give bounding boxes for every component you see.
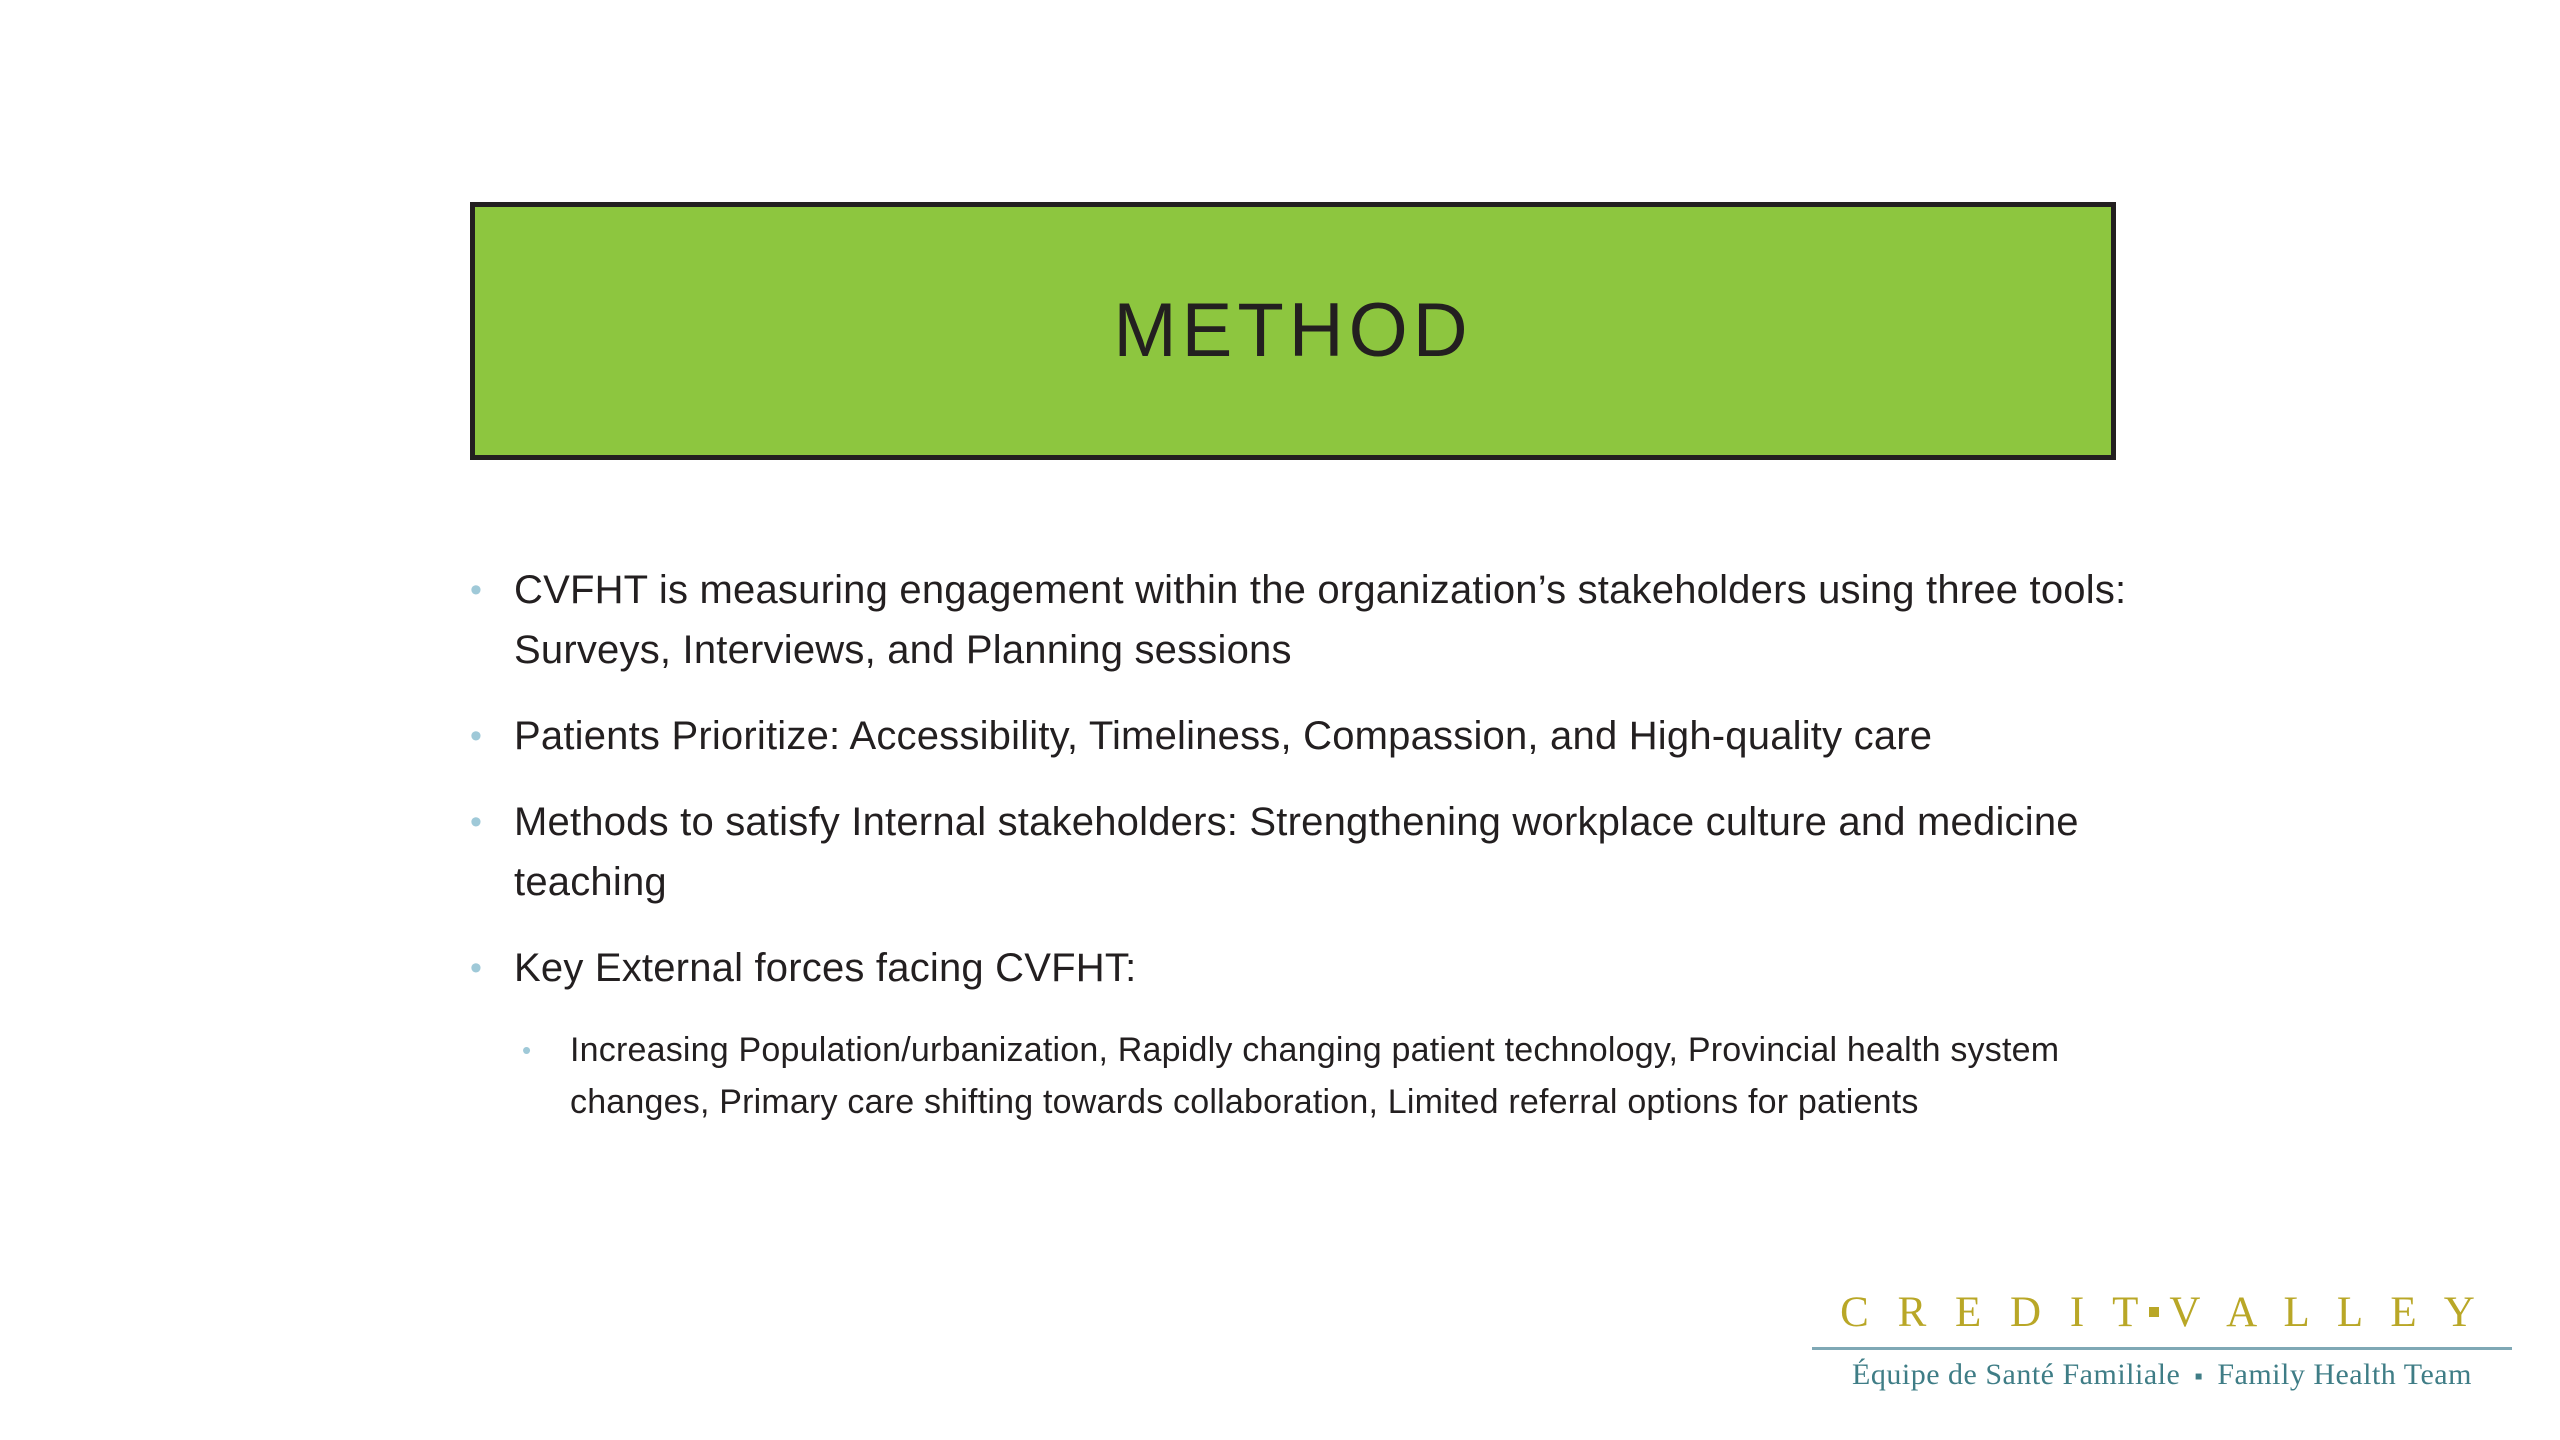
sub-list-item — [522, 1024, 2170, 1128]
sub-bullet-dot-icon: • — [522, 1035, 532, 1065]
page-title: METHOD — [1113, 288, 1473, 373]
list-item-text: Key External forces facing CVFHT: — [514, 946, 1137, 990]
title-banner — [470, 202, 2116, 460]
logo-wordmark-credit: C R E D I T — [1840, 1289, 2148, 1336]
logo-tagline — [1812, 1358, 2512, 1392]
bullet-dot-icon: • — [470, 803, 482, 841]
list-item-text: CVFHT is measuring engagement within the organization’s stakeholders using three tools: Surveys, Interviews, and Planning sessions — [514, 568, 2127, 672]
logo-wordmark-valley: V A L L E Y — [2169, 1289, 2484, 1336]
list-item — [470, 938, 2170, 998]
sub-list-item-text: Increasing Population/urbanization, Rapidly changing patient technology, Provincial health system changes, Primary care shifting towards collaboration, Limited referral options for patients — [570, 1031, 2060, 1121]
logo-tagline-separator-icon: ▪ — [2194, 1363, 2204, 1390]
bullet-dot-icon: • — [470, 717, 482, 755]
bullet-dot-icon: • — [470, 949, 482, 987]
list-item — [470, 792, 2170, 912]
bullet-list — [470, 560, 2170, 1128]
logo-square-icon — [2149, 1307, 2159, 1317]
logo-wordmark — [1812, 1288, 2512, 1337]
sub-bullet-list — [522, 1024, 2170, 1128]
bullet-dot-icon: • — [470, 571, 482, 609]
list-item-text: Methods to satisfy Internal stakeholders: Strengthening workplace culture and medicine teaching — [514, 800, 2079, 904]
credit-valley-logo — [1812, 1288, 2512, 1392]
list-item — [470, 706, 2170, 766]
list-item — [470, 560, 2170, 680]
logo-tagline-en: Family Health Team — [2217, 1358, 2472, 1391]
list-item-text: Patients Prioritize: Accessibility, Timeliness, Compassion, and High-quality care — [514, 714, 1933, 758]
logo-tagline-fr: Équipe de Santé Familiale — [1852, 1358, 2181, 1391]
logo-divider — [1812, 1347, 2512, 1350]
